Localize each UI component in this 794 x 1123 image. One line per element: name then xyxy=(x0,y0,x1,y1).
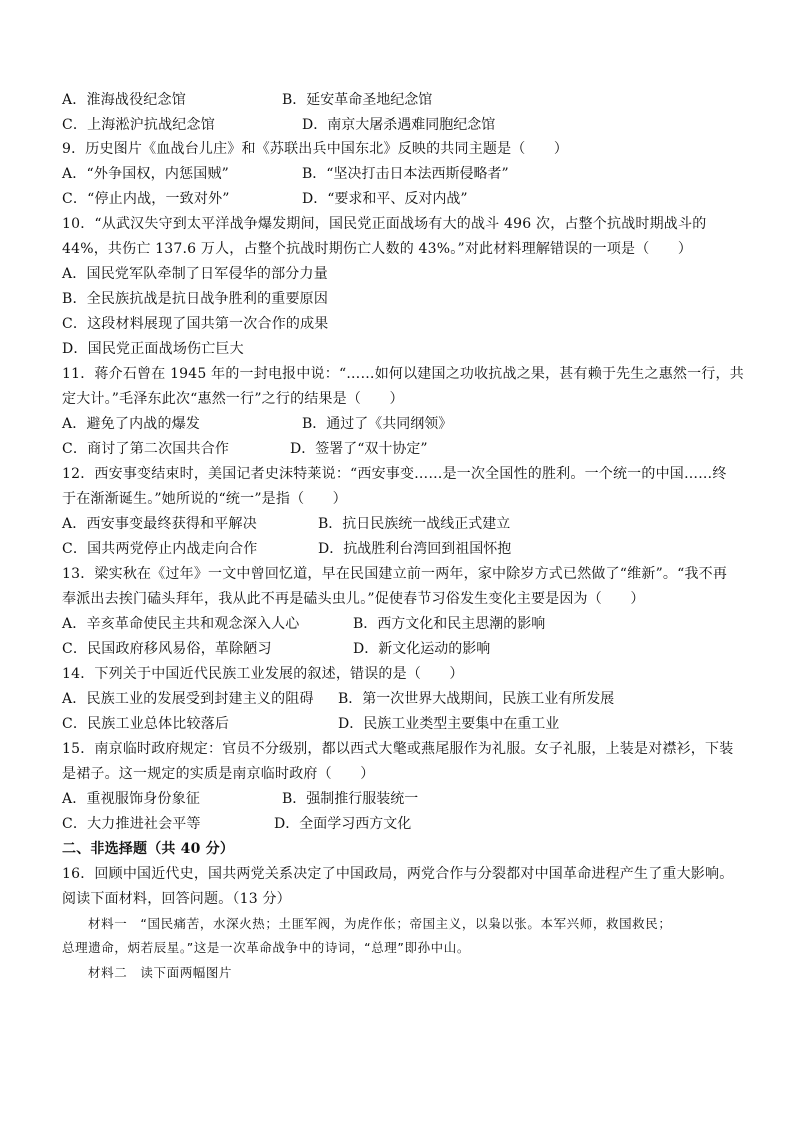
q11-stem-line2: 定大计。”毛泽东此次“惠然一行”之行的结果是（ ） xyxy=(62,391,404,407)
q9-option-c: C．“停止内战，一致对外” xyxy=(62,191,230,207)
q11-option-d: D．签署了“双十协定” xyxy=(290,441,428,457)
q11-option-b: B．通过了《共同纲领》 xyxy=(302,416,453,432)
q16-material1-line1: 材料一 “国民痛苦，水深火热；土匪军阀，为虎作伥；帝国主义，以枭以张。本军兴师，救国救民； xyxy=(88,916,672,931)
q10-stem-line2: 44%，共伤亡 137.6 万人，占整个抗战时期伤亡人数的 43%。”对此材料理解错误的一项是（ ） xyxy=(62,241,693,257)
q12-stem-line2: 于在渐渐诞生。”她所说的“统一”是指（ ） xyxy=(62,491,347,507)
q11-option-c: C．商讨了第二次国共合作 xyxy=(62,441,230,457)
q13-option-a: A．辛亥革命使民主共和观念深入人心 xyxy=(62,616,300,632)
q15-stem-line1: 15．南京临时政府规定：官员不分级别，都以西式大氅或燕尾服作为礼服。女子礼服，上装是对襟衫，下装 xyxy=(62,741,734,757)
q15-option-b: B．强制推行服装统一 xyxy=(282,791,419,807)
q9-option-b: B．“坚决打击日本法西斯侵略者” xyxy=(302,166,509,182)
q14-option-c: C．民族工业总体比较落后 xyxy=(62,716,230,732)
q14-option-a: A．民族工业的发展受到封建主义的阻碍 xyxy=(62,691,314,707)
q16-material1-line2: 总理遗命，炳若辰星。”这是一次革命战争中的诗词，“总理”即孙中山。 xyxy=(62,940,470,955)
q12-option-b: B．抗日民族统一战线正式建立 xyxy=(318,516,511,532)
q10-option-c: C．这段材料展现了国共第一次合作的成果 xyxy=(62,316,329,332)
q11-stem-line1: 11．蒋介石曾在 1945 年的一封电报中说：“……如何以建国之功收抗战之果，甚有赖于先生之惠然一行，共 xyxy=(62,366,744,382)
q12-option-d: D．抗战胜利台湾回到祖国怀抱 xyxy=(318,541,512,557)
q9-option-a: A．“外争国权，内惩国贼” xyxy=(62,166,230,182)
q15-option-c: C．大力推进社会平等 xyxy=(62,816,201,832)
q10-option-d: D．国民党正面战场伤亡巨大 xyxy=(62,341,244,357)
q9-stem: 9．历史图片《血战台儿庄》和《苏联出兵中国东北》反映的共同主题是（ ） xyxy=(62,141,569,157)
q10-stem-line1: 10．“从武汉失守到太平洋战争爆发期间，国民党正面战场有大的战斗 496 次，占整个抗战时期战斗的 xyxy=(62,216,707,232)
q14-option-b: B．第一次世界大战期间，民族工业有所发展 xyxy=(338,691,615,707)
q14-option-d: D．民族工业类型主要集中在重工业 xyxy=(338,716,560,732)
q10-option-a: A．国民党军队牵制了日军侵华的部分力量 xyxy=(62,266,328,282)
q8-option-d: D．南京大屠杀遇难同胞纪念馆 xyxy=(302,117,496,133)
q15-option-d: D．全面学习西方文化 xyxy=(274,816,412,832)
q13-option-b: B．西方文化和民主思潮的影响 xyxy=(353,616,546,632)
q11-option-a: A．避免了内战的爆发 xyxy=(62,416,201,432)
q16-stem-line2: 阅读下面材料，回答问题。（13 分） xyxy=(62,891,291,907)
q8-option-a: A．淮海战役纪念馆 xyxy=(62,92,186,108)
section-title: 二、非选择题（共 40 分） xyxy=(62,841,235,857)
q12-stem-line1: 12．西安事变结束时，美国记者史沫特莱说：“西安事变……是一次全国性的胜利。一个统一的中国……终 xyxy=(62,466,727,482)
q15-option-a: A．重视服饰身份象征 xyxy=(62,791,201,807)
q15-stem-line2: 是裙子。这一规定的实质是南京临时政府（ ） xyxy=(62,766,375,782)
q8-option-c: C．上海淞沪抗战纪念馆 xyxy=(62,117,215,133)
q10-option-b: B．全民族抗战是抗日战争胜利的重要原因 xyxy=(62,291,329,307)
q9-option-d: D．“要求和平、反对内战” xyxy=(302,191,468,207)
q13-stem-line2: 奉派出去挨门磕头拜年，我从此不再是磕头虫儿。”促使春节习俗发生变化主要是因为（ ） xyxy=(62,591,645,607)
q16-stem-line1: 16．回顾中国近代史，国共两党关系决定了中国政局，两党合作与分裂都对中国革命进程产生了重大影响。 xyxy=(62,866,734,882)
q12-option-a: A．西安事变最终获得和平解决 xyxy=(62,516,257,532)
q13-option-d: D．新文化运动的影响 xyxy=(353,641,491,657)
q14-stem: 14．下列关于中国近代民族工业发展的叙述，错误的是（ ） xyxy=(62,666,464,682)
q13-stem-line1: 13．梁实秋在《过年》一文中曾回忆道，早在民国建立前一两年，家中除岁方式已然做了“维新”。“我不再 xyxy=(62,566,728,582)
q13-option-c: C．民国政府移风易俗，革除陋习 xyxy=(62,641,272,657)
q12-option-c: C．国共两党停止内战走向合作 xyxy=(62,541,258,557)
q8-option-b: B．延安革命圣地纪念馆 xyxy=(282,92,433,108)
q16-material2: 材料二 读下面两幅图片 xyxy=(88,965,233,980)
